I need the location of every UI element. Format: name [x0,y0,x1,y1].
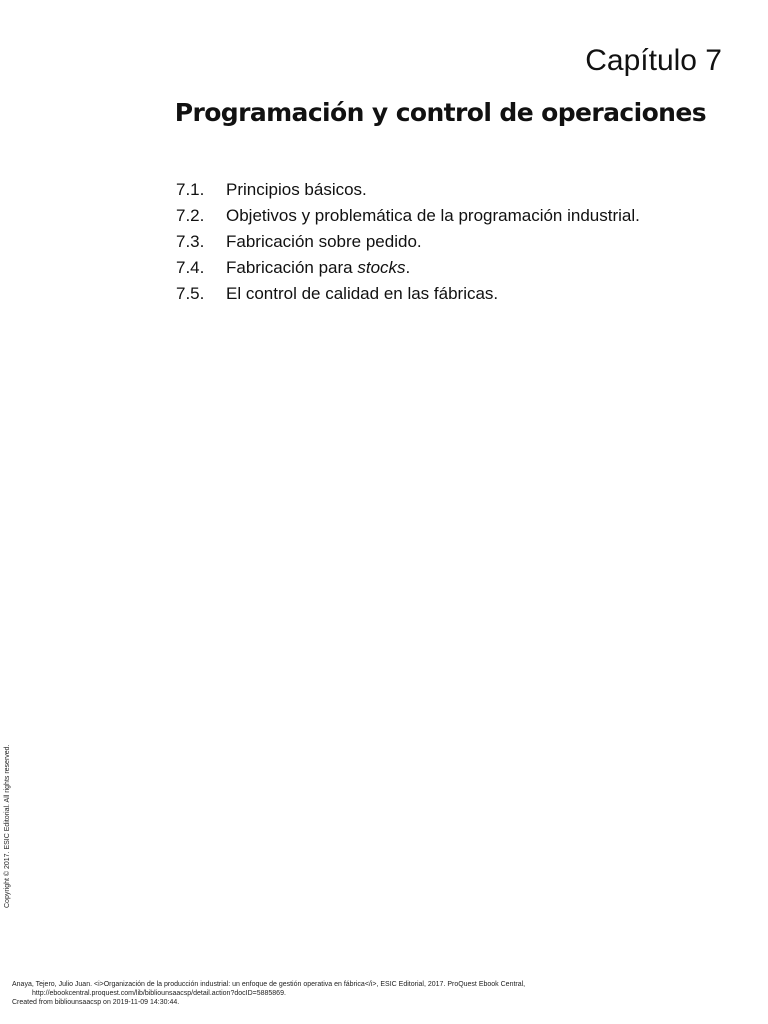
toc-item-text: Fabricación sobre pedido. [226,232,422,251]
toc-item-text-italic: stocks [357,258,406,277]
table-of-contents [176,180,640,310]
toc-item [176,284,640,310]
toc-item-text: Objetivos y problemática de la programación industrial. [226,206,640,225]
toc-item-text [226,258,410,278]
toc-item [176,232,640,258]
footer-citation-line: Anaya, Tejero, Julio Juan. <i>Organización de la producción industrial: un enfoque de gestión operativa en fábrica</i>, ESIC Editorial, 2017. ProQuest Ebook Central, [12,981,526,988]
toc-item-number: 7.2. [176,206,205,225]
footer-created-line: Created from bibliounsaacsp on 2019-11-09 14:30:44. [12,999,180,1006]
footer-url-line: http://ebookcentral.proquest.com/lib/bibliounsaacsp/detail.action?docID=5885869. [32,990,286,997]
toc-item-number: 7.4. [176,258,205,277]
copyright-notice: Copyright © 2017. ESIC Editorial. All rights reserved. [4,744,11,908]
chapter-title: Programación y control de operaciones [174,98,706,127]
citation-footer [12,980,525,1007]
toc-item [176,206,640,232]
toc-item-number: 7.3. [176,232,205,251]
toc-item-number: 7.1. [176,180,205,199]
toc-item [176,258,640,284]
toc-item-text-before: Fabricación para [226,258,358,277]
toc-item-number: 7.5. [176,284,205,303]
toc-item-text: Principios básicos. [226,180,367,199]
chapter-number: Capítulo 7 [585,44,722,77]
toc-item [176,180,640,206]
toc-item-text: El control de calidad en las fábricas. [226,284,499,303]
toc-item-text-after: . [405,258,411,277]
